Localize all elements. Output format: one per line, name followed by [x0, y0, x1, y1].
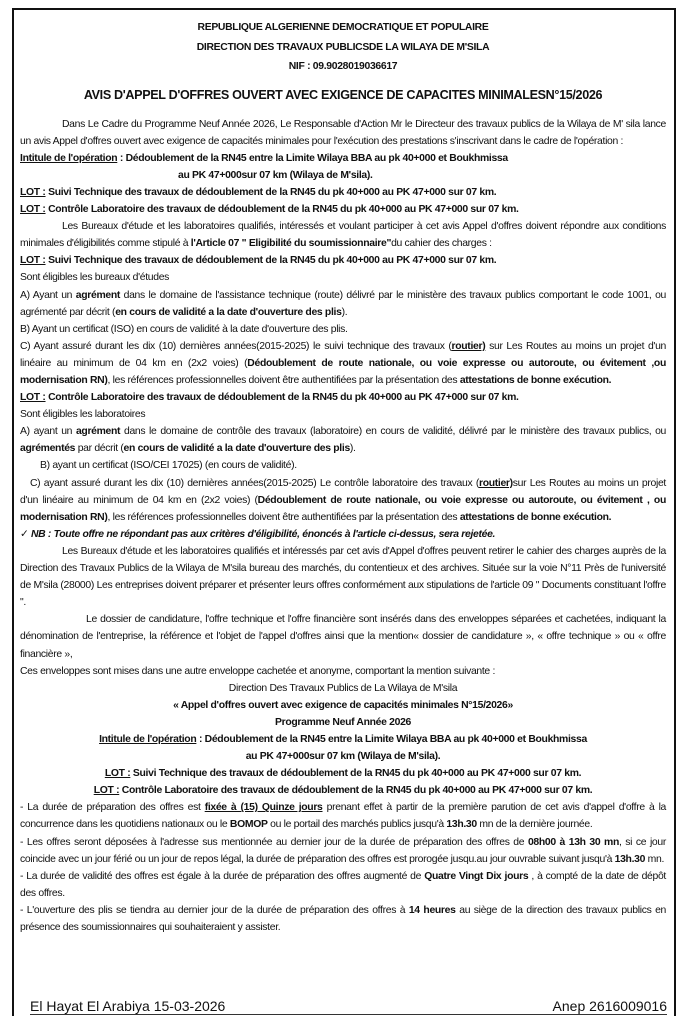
text-segment: Sont éligibles les laboratoires: [20, 409, 146, 421]
text-segment: ✓: [20, 528, 31, 540]
text-segment: Dans Le Cadre du Programme Neuf Année 2026, Le Responsable d'Action Mr le Directeur des travaux publics de la Wilaya de M' sila lance un avis Appel d'offres ouvert avec exigence de capacités minimales pour l'exécution des prestations s'inscrivant dans le cadre de l'opération :: [20, 118, 666, 147]
paragraph: [20, 218, 666, 252]
newspaper-date: El Hayat El Arabiya 15-03-2026: [30, 998, 226, 1014]
text-segment: ).: [349, 443, 356, 455]
paragraph: [20, 902, 666, 936]
text-segment: LOT :: [20, 204, 46, 216]
text-segment: routier): [451, 340, 486, 352]
text-segment: Les Bureaux d'étude et les laboratoires qualifiés et intéressés par cet avis d'Appel d'offres peuvent retirer le cahier des charges auprès de la Direction des Travaux Publics de la Wilaya de M'sila bureau des marchés, du contentieux et des archives. Située sur la voie N°11 Près de l'université de M'sila (28000) Les entreprises doivent préparer et présenter leurs offres conformément aux stipulations de l'article 09 " Documents constituant l'offre ".: [20, 545, 666, 609]
paragraph: [20, 543, 666, 611]
paragraph: [20, 321, 666, 338]
header-direction: DIRECTION DES TRAVAUX PUBLICSDE LA WILAYA DE M'SILA: [196, 41, 490, 53]
text-segment: Programme Neuf Année 2026: [275, 716, 411, 728]
paragraph: [20, 167, 666, 184]
text-segment: Ces enveloppes sont mises dans une autre enveloppe cachetée et anonyme, comportant la mention suivante :: [20, 665, 496, 677]
text-segment: 13h.30: [614, 853, 646, 865]
text-segment: en cours de validité à la date d'ouverture des plis.: [136, 323, 348, 335]
text-segment: B) Ayant un certificat (ISO): [20, 323, 137, 335]
text-segment: ou le portail des marchés publics jusqu'à: [267, 819, 447, 831]
text-segment: mn de la dernière journée.: [476, 819, 593, 831]
text-segment: fixée à (15) Quinze jours: [204, 802, 323, 814]
paragraph: [20, 868, 666, 902]
text-segment: dans le domaine de contrôle des travaux (laboratoire) en cours de validité, délivré par le ministère des travaux publics, ou: [120, 426, 667, 438]
paragraph: [20, 834, 666, 868]
text-segment: agrément: [75, 426, 121, 438]
text-segment: - La durée de préparation des offres est: [20, 802, 205, 814]
text-segment: attestations de bonne exécution.: [459, 511, 612, 523]
text-segment: sur Les Routes au moins un projet d'un linéaire au minimum de 04 km en (2x2 voies) (: [20, 477, 666, 506]
paragraph: [20, 731, 666, 748]
text-segment: par décrit (: [75, 443, 124, 455]
paragraph: [20, 201, 666, 218]
text-segment: mn.: [645, 853, 665, 865]
text-segment: 13h.30: [446, 819, 477, 831]
text-segment: dans le domaine de l'assistance technique (route) délivré par le ministère des travaux publics comportant le code 1001, ou agrémenté par décrit (: [20, 289, 666, 318]
text-segment: Intitule de l'opération: [99, 733, 197, 745]
paragraph: [20, 389, 666, 406]
paragraph: [20, 184, 666, 201]
text-segment: sur Les Routes au moins un projet d'un linéaire au minimum de 04 km en (2x2 voies) (: [20, 340, 666, 369]
paragraph: [20, 457, 666, 474]
paragraph: [20, 338, 666, 389]
text-segment: agrémentés: [20, 443, 76, 455]
footer: [30, 998, 667, 1015]
paragraph: [20, 116, 666, 150]
text-segment: A) Ayant un: [20, 289, 76, 301]
paragraph: [20, 748, 666, 765]
text-segment: prenant effet à partir de la première parution de cet avis d'appel d'offre à la concurrence dans les quotidiens nationaux ou le: [20, 802, 667, 831]
anep-reference: Anep 2616009016: [552, 998, 667, 1014]
text-segment: B) ayant un certificat (ISO/CEI 17025) (en cours de validité).: [40, 460, 297, 472]
text-segment: 08h00 à 13h 30 mn: [527, 836, 619, 848]
text-segment: Le dossier de candidature, l'offre technique et l'offre financière sont insérés dans des enveloppes séparées et cachetées, indiquant la dénomination de l'entreprise, la référence et l'objet de l'appel d'offres ainsi que la mention« dossier de candidature », « offre technique » ou « offre financière »,: [20, 614, 666, 660]
paragraph: [20, 714, 666, 731]
text-segment: - L'ouverture des plis se tiendra au dernier jour de la durée de préparation des offres à: [20, 904, 409, 916]
paragraph: [20, 526, 666, 543]
paragraph: [20, 611, 666, 662]
paragraph: [20, 663, 666, 680]
paragraph: [20, 475, 666, 526]
paragraph: [20, 287, 666, 321]
text-segment: , les références professionnelles doivent être authentifiées par la présentation des: [107, 375, 460, 386]
paragraph: [20, 406, 666, 423]
text-segment: Les Bureaux d'étude et les laboratoires qualifiés, intéressés et voulant participer à cet avis Appel d'offres doivent répondre aux conditions minimales d'éligibilités comme stipulé à: [20, 221, 666, 250]
paragraph: [20, 680, 666, 697]
text-segment: au PK 47+000sur 07 km (Wilaya de M'sila).: [178, 169, 373, 181]
paragraph: [20, 150, 666, 167]
text-segment: Direction Des Travaux Publics de La Wilaya de M'sila: [228, 682, 458, 694]
notice-body: [20, 116, 666, 937]
text-segment: A) ayant un: [20, 426, 76, 438]
text-segment: Suivi Technique des travaux de dédoublement de la RN45 du pk 40+000 au PK 47+000 sur 07 km.: [130, 768, 582, 780]
text-segment: BOMOP: [229, 819, 268, 831]
text-segment: en cours de validité a la date d'ouverture des plis: [115, 306, 342, 318]
text-segment: au PK 47+000sur 07 km (Wilaya de M'sila).: [245, 751, 441, 763]
paragraph: [20, 782, 666, 799]
paragraph: [20, 252, 666, 269]
text-segment: LOT :: [93, 785, 120, 797]
text-segment: - La durée de validité des offres est égale à la durée de préparation des offres augmenté de: [20, 870, 425, 882]
text-segment: l'Article 07 " Eligibilité du soumissionnaire": [190, 238, 392, 250]
text-segment: : Dédoublement de la RN45 entre la Limite Wilaya BBA au pk 40+000 et Boukhmissa: [117, 152, 508, 164]
text-segment: Dédoublement de route nationale, ou voie expresse ou autoroute, ou évitement ,ou modernisation RN): [20, 357, 666, 386]
paragraph: [20, 423, 666, 457]
text-segment: , à compté de la date de dépôt des offres.: [20, 870, 666, 899]
notice-title: AVIS D'APPEL D'OFFRES OUVERT AVEC EXIGENCE DE CAPACITES MINIMALESN°15/2026: [83, 87, 603, 102]
text-segment: en cours de validité a la date d'ouverture des plis: [123, 443, 350, 455]
text-segment: au siège de la direction des travaux publics en présence des soumissionnaires qui souhaiteraient y assister.: [20, 904, 667, 933]
text-segment: attestations de bonne exécution.: [459, 375, 612, 386]
text-segment: Contrôle Laboratoire des travaux de dédoublement de la RN45 du pk 40+000 au PK 47+000 sur 07 km.: [45, 392, 519, 404]
text-segment: C) Ayant assuré durant les dix (10) dernières années(2015-2025) le suivi technique des travaux (: [20, 340, 452, 352]
text-segment: LOT :: [20, 186, 46, 198]
text-segment: Intitule de l'opération: [20, 152, 118, 164]
text-segment: Contrôle Laboratoire des travaux de dédoublement de la RN45 du pk 40+000 au PK 47+000 sur 07 km.: [119, 785, 593, 797]
text-segment: agrément: [75, 289, 120, 301]
header-nif: NIF : 09.9028019036617: [288, 61, 398, 72]
text-segment: : Dédoublement de la RN45 entre la Limite Wilaya BBA au pk 40+000 et Boukhmissa: [196, 733, 587, 745]
text-segment: Suivi Technique des travaux de dédoublement de la RN45 du pk 40+000 au PK 47+000 sur 07 km.: [45, 255, 497, 267]
text-segment: Suivi Technique des travaux de dédoublement de la RN45 du pk 40+000 au PK 47+000 sur 07 km.: [45, 186, 497, 198]
text-segment: C) ayant assuré durant les dix (10) dernières années(2015-2025) Le contrôle laboratoire des travaux (: [30, 477, 479, 489]
text-segment: Quatre Vingt Dix jours: [424, 870, 529, 882]
text-segment: 14 heures: [408, 904, 456, 916]
text-segment: Contrôle Laboratoire des travaux de dédoublement de la RN45 du pk 40+000 au PK 47+000 sur 07 km.: [45, 204, 519, 216]
text-segment: « Appel d'offres ouvert avec exigence de capacités minimales N°15/2026»: [173, 699, 513, 711]
text-segment: LOT :: [20, 255, 46, 267]
text-segment: ).: [341, 306, 348, 318]
text-segment: du cahier des charges :: [391, 238, 492, 250]
text-segment: , si ce jour coincide avec un jour férié ou un jour de repos légal, la durée de préparation des offres est prorogée jusqu.au jour ouvrable suivant jusqu'à: [20, 836, 666, 865]
text-segment: , les références professionnelles doivent être authentifiées par la présentation des: [107, 511, 460, 523]
paragraph: [20, 799, 666, 833]
text-segment: Sont éligibles les bureaux d'études: [20, 272, 170, 284]
text-segment: LOT :: [104, 768, 131, 780]
paragraph: [20, 765, 666, 782]
text-segment: routier): [478, 477, 513, 489]
text-segment: Dédoublement de route nationale, ou voie expresse ou autoroute, ou évitement , ou modernisation RN): [20, 494, 666, 523]
tender-notice: [20, 18, 666, 936]
paragraph: [20, 269, 666, 286]
text-segment: - Les offres seront déposées à l'adresse sus mentionnée au dernier jour de la durée de préparation des offres de: [20, 836, 528, 848]
header-republic: REPUBLIQUE ALGERIENNE DEMOCRATIQUE ET POPULAIRE: [197, 22, 489, 33]
text-segment: LOT :: [20, 392, 46, 404]
text-segment: NB : Toute offre ne répondant pas aux critères d'éligibilité, énoncés à l'article ci-dessus, sera rejetée.: [30, 528, 496, 540]
paragraph: [20, 697, 666, 714]
